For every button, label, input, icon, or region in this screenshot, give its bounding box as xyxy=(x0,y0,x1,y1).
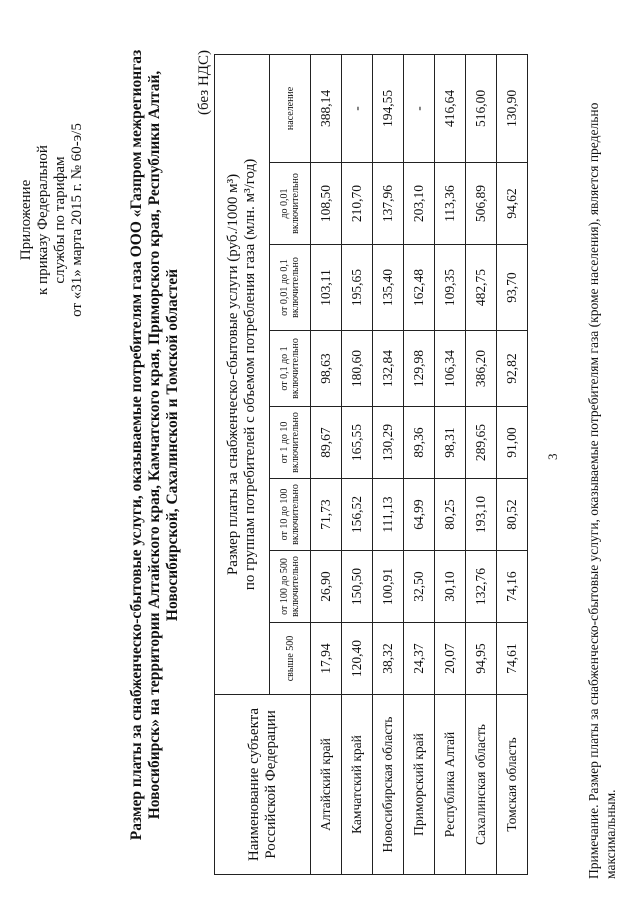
tariff-cell: 74,61 xyxy=(497,623,528,695)
tariff-cell: 210,70 xyxy=(342,163,373,245)
tariff-cell: 135,40 xyxy=(373,245,404,331)
column-header: от 100 до 500 включительно xyxy=(270,551,311,623)
tariff-cell: 74,16 xyxy=(497,551,528,623)
appendix-line: к приказу Федеральной xyxy=(35,145,51,295)
region-name: Сахалинская область xyxy=(466,695,497,875)
tariff-cell: 103,11 xyxy=(311,245,342,331)
vat-note: (без НДС) xyxy=(196,49,212,115)
tariff-cell: 150,50 xyxy=(342,551,373,623)
tariff-cell: 156,52 xyxy=(342,479,373,551)
tariff-cell: 203,10 xyxy=(404,163,435,245)
appendix-header xyxy=(18,100,86,340)
tariff-cell: 129,98 xyxy=(404,331,435,407)
tariff-cell: 137,96 xyxy=(373,163,404,245)
title-line: Размер платы за снабженческо-сбытовые услуги, оказываемые потребителям газа ООО «Газпром межрегионгаз xyxy=(128,49,145,841)
tariff-cell: 165,55 xyxy=(342,407,373,479)
tariff-cell: 93,70 xyxy=(497,245,528,331)
tariff-cell: 98,63 xyxy=(311,331,342,407)
table-row xyxy=(466,54,497,874)
tariff-cell: 162,48 xyxy=(404,245,435,331)
column-header: до 0,01 включительно xyxy=(270,163,311,245)
tariff-cell: 132,76 xyxy=(466,551,497,623)
title-line: Новосибирской, Сахалинской и Томской областей xyxy=(164,268,181,622)
tariff-cell: 26,90 xyxy=(311,551,342,623)
tariff-cell: 482,75 xyxy=(466,245,497,331)
document-title xyxy=(128,45,182,845)
tariff-cell: 38,32 xyxy=(373,623,404,695)
column-header: население xyxy=(270,54,311,162)
column-header: от 1 до 10 включительно xyxy=(270,407,311,479)
page-number: 3 xyxy=(545,453,560,460)
appendix-line: службы по тарифам xyxy=(52,156,68,284)
tariff-cell: 130,29 xyxy=(373,407,404,479)
tariff-cell: 80,25 xyxy=(435,479,466,551)
tariff-cell: 132,84 xyxy=(373,331,404,407)
tariff-cell: 98,31 xyxy=(435,407,466,479)
tariff-cell: 386,20 xyxy=(466,331,497,407)
tariff-cell: 30,10 xyxy=(435,551,466,623)
column-header: от 0,1 до 1 включительно xyxy=(270,331,311,407)
tariff-cell: - xyxy=(404,54,435,162)
table-row xyxy=(404,54,435,874)
region-name: Республика Алтай xyxy=(435,695,466,875)
region-name: Томская область xyxy=(497,695,528,875)
appendix-line: от «31» марта 2015 г. № 60-э/5 xyxy=(69,123,85,317)
tariff-cell: 89,67 xyxy=(311,407,342,479)
column-header: от 0,01 до 0,1 включительно xyxy=(270,245,311,331)
tariff-cell: 100,91 xyxy=(373,551,404,623)
table-row xyxy=(435,54,466,874)
tariff-cell: 516,00 xyxy=(466,54,497,162)
tariff-cell: 289,65 xyxy=(466,407,497,479)
tariff-cell: 108,50 xyxy=(311,163,342,245)
tariff-group-header xyxy=(215,54,270,694)
tariff-cell: 111,13 xyxy=(373,479,404,551)
table-row xyxy=(311,54,342,874)
tariff-cell: 32,50 xyxy=(404,551,435,623)
region-name: Алтайский край xyxy=(311,695,342,875)
tariff-cell: 195,65 xyxy=(342,245,373,331)
tariff-cell: 194,55 xyxy=(373,54,404,162)
tariff-cell: - xyxy=(342,54,373,162)
tariff-cell: 106,34 xyxy=(435,331,466,407)
region-name: Приморский край xyxy=(404,695,435,875)
region-name: Новосибирская область xyxy=(373,695,404,875)
tariff-cell: 91,00 xyxy=(497,407,528,479)
title-line: Новосибирск» на территории Алтайского края, Камчатского края, Приморского края, Республики Алтай, xyxy=(146,70,163,820)
tariff-table xyxy=(214,54,528,875)
tariff-cell: 130,90 xyxy=(497,54,528,162)
tariff-cell: 416,64 xyxy=(435,54,466,162)
tariff-cell: 71,73 xyxy=(311,479,342,551)
table-row xyxy=(373,54,404,874)
tariff-cell: 94,95 xyxy=(466,623,497,695)
tariff-cell: 80,52 xyxy=(497,479,528,551)
tariff-cell: 109,35 xyxy=(435,245,466,331)
tariff-cell: 388,14 xyxy=(311,54,342,162)
column-header: от 10 до 100 включительно xyxy=(270,479,311,551)
tariff-cell: 120,40 xyxy=(342,623,373,695)
tariff-cell: 17,94 xyxy=(311,623,342,695)
tariff-cell: 20,07 xyxy=(435,623,466,695)
footnote: Примечание. Размер платы за снабженческо-сбытовые услуги, оказываемые потребителям газа (кроме населения), является предельно максимальным. xyxy=(586,102,618,879)
tariff-cell: 24,37 xyxy=(404,623,435,695)
table-row xyxy=(497,54,528,874)
region-name: Камчатский край xyxy=(342,695,373,875)
tariff-cell: 180,60 xyxy=(342,331,373,407)
tariff-cell: 193,10 xyxy=(466,479,497,551)
column-header: свыше 500 xyxy=(270,623,311,695)
tariff-cell: 506,89 xyxy=(466,163,497,245)
tariff-cell: 113,36 xyxy=(435,163,466,245)
subject-column-header: Наименование субъекта Российской Федерации xyxy=(215,695,311,875)
tariff-cell: 92,82 xyxy=(497,331,528,407)
tariff-group-header-line: по группам потребителей с объемом потребления газа (млн. м³/год) xyxy=(242,158,258,591)
appendix-line: Приложение xyxy=(18,179,34,261)
table-row xyxy=(342,54,373,874)
tariff-group-header-line: Размер платы за снабженческо-сбытовые услуги (руб./1000 м³) xyxy=(225,173,241,576)
tariff-cell: 64,99 xyxy=(404,479,435,551)
tariff-cell: 94,62 xyxy=(497,163,528,245)
tariff-cell: 89,36 xyxy=(404,407,435,479)
